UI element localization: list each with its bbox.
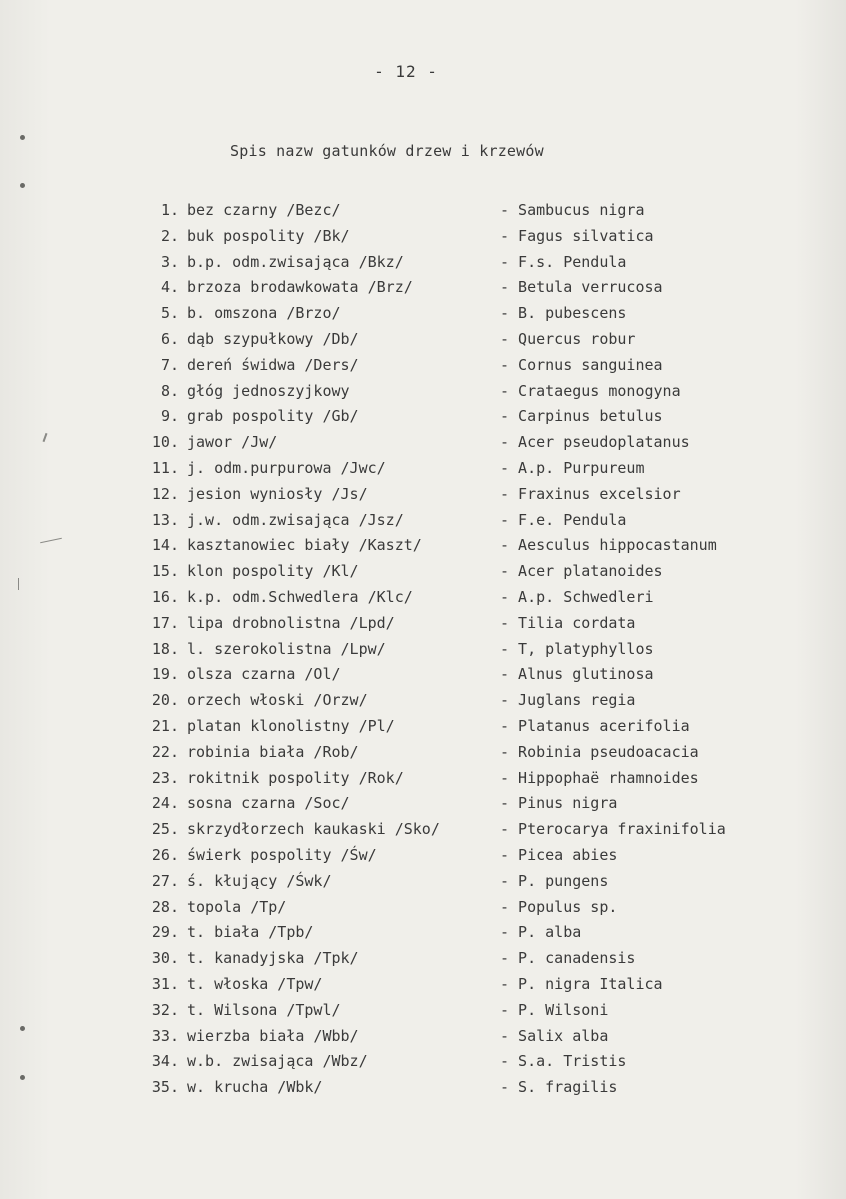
species-number: 12. bbox=[151, 484, 179, 503]
polish-name: jawor /Jw/ bbox=[187, 433, 278, 452]
species-number: 35. bbox=[151, 1078, 179, 1097]
species-number: 32. bbox=[151, 1000, 179, 1019]
species-number: 16. bbox=[151, 587, 179, 606]
latin-name: - P. pungens bbox=[500, 871, 609, 890]
page-number: - 12 - bbox=[374, 62, 438, 81]
species-row bbox=[0, 1076, 846, 1102]
polish-name: t. kanadyjska /Tpk/ bbox=[187, 949, 359, 968]
latin-name: - Platanus acerifolia bbox=[500, 716, 690, 735]
latin-name: - Betula verrucosa bbox=[500, 278, 663, 297]
polish-name: brzoza brodawkowata /Brz/ bbox=[187, 278, 413, 297]
latin-name: - Crataegus monogyna bbox=[500, 381, 681, 400]
species-number: 6. bbox=[160, 329, 179, 348]
latin-name: - P. alba bbox=[500, 923, 582, 942]
species-number: 22. bbox=[151, 742, 179, 761]
polish-name: wierzba biała /Wbb/ bbox=[187, 1026, 359, 1045]
species-number: 18. bbox=[151, 639, 179, 658]
species-number: 25. bbox=[151, 820, 179, 839]
species-row bbox=[0, 276, 846, 302]
species-row bbox=[0, 509, 846, 535]
latin-name: - Acer platanoides bbox=[500, 562, 663, 581]
species-row bbox=[0, 741, 846, 767]
latin-name: - Hippophaë rhamnoides bbox=[500, 768, 699, 787]
species-number: 4. bbox=[160, 278, 179, 297]
polish-name: dąb szypułkowy /Db/ bbox=[187, 329, 359, 348]
species-number: 27. bbox=[151, 871, 179, 890]
polish-name: j. odm.purpurowa /Jwc/ bbox=[187, 458, 386, 477]
polish-name: orzech włoski /Orzw/ bbox=[187, 691, 368, 710]
latin-name: - S. fragilis bbox=[500, 1078, 618, 1097]
species-row bbox=[0, 818, 846, 844]
latin-name: - P. canadensis bbox=[500, 949, 636, 968]
species-row bbox=[0, 405, 846, 431]
species-number: 23. bbox=[151, 768, 179, 787]
species-number: 5. bbox=[160, 304, 179, 323]
species-number: 1. bbox=[160, 201, 179, 219]
species-row bbox=[0, 767, 846, 793]
species-row bbox=[0, 302, 846, 328]
species-number: 30. bbox=[151, 949, 179, 968]
latin-name: - Salix alba bbox=[500, 1026, 609, 1045]
latin-name: - T, platyphyllos bbox=[500, 639, 654, 658]
latin-name: - Picea abies bbox=[500, 845, 618, 864]
species-number: 29. bbox=[151, 923, 179, 942]
species-row bbox=[0, 586, 846, 612]
latin-name: - Populus sp. bbox=[500, 897, 618, 916]
polish-name: ś. kłujący /Śwk/ bbox=[187, 871, 332, 890]
species-row bbox=[0, 328, 846, 354]
species-number: 11. bbox=[151, 458, 179, 477]
latin-name: - P. Wilsoni bbox=[500, 1000, 609, 1019]
species-row bbox=[0, 483, 846, 509]
polish-name: rokitnik pospolity /Rok/ bbox=[187, 768, 404, 787]
species-number: 26. bbox=[151, 845, 179, 864]
species-row bbox=[0, 1050, 846, 1076]
species-number: 20. bbox=[151, 691, 179, 710]
species-row bbox=[0, 612, 846, 638]
latin-name: - Juglans regia bbox=[500, 691, 636, 710]
latin-name: - Carpinus betulus bbox=[500, 407, 663, 426]
latin-name: - Fraxinus excelsior bbox=[500, 484, 681, 503]
latin-name: - S.a. Tristis bbox=[500, 1052, 627, 1071]
polish-name: k.p. odm.Schwedlera /Klc/ bbox=[187, 587, 413, 606]
species-row bbox=[0, 715, 846, 741]
species-row bbox=[0, 354, 846, 380]
species-number: 15. bbox=[151, 562, 179, 581]
polish-name: klon pospolity /Kl/ bbox=[187, 562, 359, 581]
polish-name: t. biała /Tpb/ bbox=[187, 923, 314, 942]
species-row bbox=[0, 663, 846, 689]
species-number: 33. bbox=[151, 1026, 179, 1045]
latin-name: - Pinus nigra bbox=[500, 794, 618, 813]
latin-name: - Fagus silvatica bbox=[500, 226, 654, 245]
species-row bbox=[0, 792, 846, 818]
polish-name: kasztanowiec biały /Kaszt/ bbox=[187, 536, 422, 555]
species-list bbox=[0, 199, 846, 1102]
polish-name: lipa drobnolistna /Lpd/ bbox=[187, 613, 395, 632]
species-number: 34. bbox=[151, 1052, 179, 1071]
species-number: 7. bbox=[160, 355, 179, 374]
species-row bbox=[0, 560, 846, 586]
species-row bbox=[0, 689, 846, 715]
species-row bbox=[0, 921, 846, 947]
polish-name: świerk pospolity /Św/ bbox=[187, 845, 377, 864]
polish-name: bez czarny /Bezc/ bbox=[187, 201, 341, 219]
species-row bbox=[0, 896, 846, 922]
species-number: 2. bbox=[160, 226, 179, 245]
species-row bbox=[0, 225, 846, 251]
polish-name: buk pospolity /Bk/ bbox=[187, 226, 350, 245]
species-number: 3. bbox=[160, 252, 179, 271]
latin-name: - Aesculus hippocastanum bbox=[500, 536, 717, 555]
polish-name: t. Wilsona /Tpwl/ bbox=[187, 1000, 341, 1019]
species-row bbox=[0, 1025, 846, 1051]
latin-name: - Pterocarya fraxinifolia bbox=[500, 820, 726, 839]
polish-name: w. krucha /Wbk/ bbox=[187, 1078, 323, 1097]
latin-name: - F.s. Pendula bbox=[500, 252, 627, 271]
polish-name: j.w. odm.zwisająca /Jsz/ bbox=[187, 510, 404, 529]
species-number: 9. bbox=[160, 407, 179, 426]
latin-name: - F.e. Pendula bbox=[500, 510, 627, 529]
latin-name: - Sambucus nigra bbox=[500, 201, 645, 219]
polish-name: w.b. zwisająca /Wbz/ bbox=[187, 1052, 368, 1071]
species-row bbox=[0, 199, 846, 225]
species-number: 8. bbox=[160, 381, 179, 400]
latin-name: - Quercus robur bbox=[500, 329, 636, 348]
polish-name: l. szerokolistna /Lpw/ bbox=[187, 639, 386, 658]
species-row bbox=[0, 380, 846, 406]
species-row bbox=[0, 251, 846, 277]
latin-name: - Alnus glutinosa bbox=[500, 665, 654, 684]
species-number: 24. bbox=[151, 794, 179, 813]
punch-hole-mark bbox=[20, 183, 25, 188]
species-number: 17. bbox=[151, 613, 179, 632]
latin-name: - A.p. Schwedleri bbox=[500, 587, 654, 606]
polish-name: topola /Tp/ bbox=[187, 897, 287, 916]
latin-name: - Robinia pseudoacacia bbox=[500, 742, 699, 761]
latin-name: - A.p. Purpureum bbox=[500, 458, 645, 477]
species-number: 14. bbox=[151, 536, 179, 555]
latin-name: - Cornus sanguinea bbox=[500, 355, 663, 374]
species-number: 21. bbox=[151, 716, 179, 735]
species-row bbox=[0, 999, 846, 1025]
species-row bbox=[0, 457, 846, 483]
species-row bbox=[0, 947, 846, 973]
species-number: 13. bbox=[151, 510, 179, 529]
polish-name: olsza czarna /Ol/ bbox=[187, 665, 341, 684]
polish-name: sosna czarna /Soc/ bbox=[187, 794, 350, 813]
species-number: 19. bbox=[151, 665, 179, 684]
polish-name: t. włoska /Tpw/ bbox=[187, 974, 323, 993]
species-row bbox=[0, 534, 846, 560]
species-row bbox=[0, 973, 846, 999]
polish-name: dereń świdwa /Ders/ bbox=[187, 355, 359, 374]
species-number: 31. bbox=[151, 974, 179, 993]
latin-name: - P. nigra Italica bbox=[500, 974, 663, 993]
polish-name: platan klonolistny /Pl/ bbox=[187, 716, 395, 735]
latin-name: - Acer pseudoplatanus bbox=[500, 433, 690, 452]
page-title: Spis nazw gatunków drzew i krzewów bbox=[230, 142, 544, 160]
polish-name: głóg jednoszyjkowy bbox=[187, 381, 350, 400]
species-row bbox=[0, 431, 846, 457]
polish-name: robinia biała /Rob/ bbox=[187, 742, 359, 761]
species-number: 10. bbox=[151, 433, 179, 452]
species-row bbox=[0, 844, 846, 870]
polish-name: skrzydłorzech kaukaski /Sko/ bbox=[187, 820, 440, 839]
polish-name: b. omszona /Brzo/ bbox=[187, 304, 341, 323]
polish-name: grab pospolity /Gb/ bbox=[187, 407, 359, 426]
latin-name: - B. pubescens bbox=[500, 304, 627, 323]
polish-name: jesion wyniosły /Js/ bbox=[187, 484, 368, 503]
species-row bbox=[0, 870, 846, 896]
species-row bbox=[0, 638, 846, 664]
polish-name: b.p. odm.zwisająca /Bkz/ bbox=[187, 252, 404, 271]
species-number: 28. bbox=[151, 897, 179, 916]
punch-hole-mark bbox=[20, 135, 25, 140]
latin-name: - Tilia cordata bbox=[500, 613, 636, 632]
